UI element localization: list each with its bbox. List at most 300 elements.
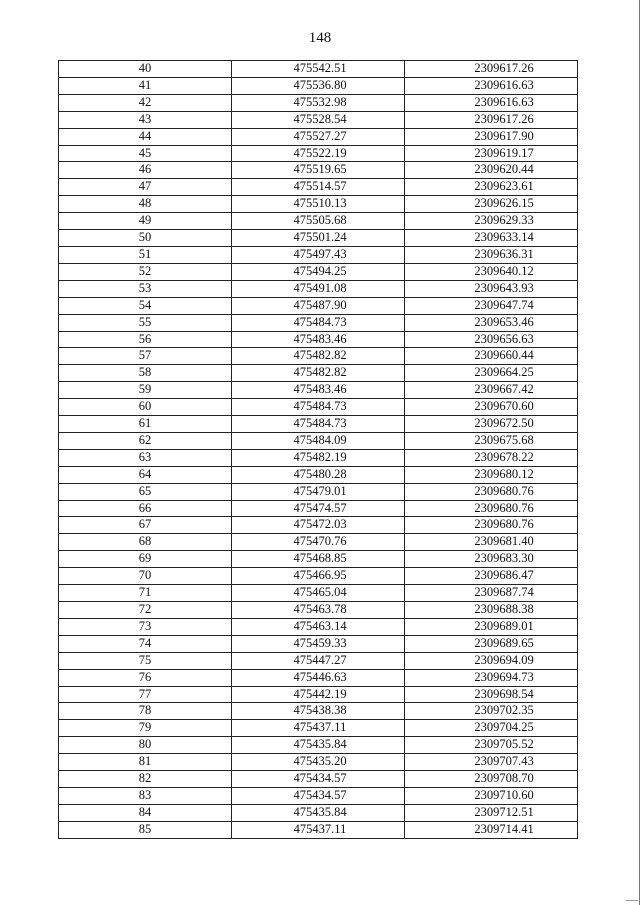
y-coordinate-value: 2309620.44 [474,162,534,177]
x-coordinate-value: 475442.19 [293,686,347,701]
x-coordinate-value: 475480.28 [293,466,347,481]
x-coordinate-cell [232,618,405,635]
point-number-value: 47 [138,179,152,194]
table-row [59,618,578,635]
y-coordinate-value: 2309617.26 [474,61,534,75]
point-number-value: 70 [138,568,152,583]
table-row [59,314,578,331]
point-number-cell [59,297,232,314]
table-row [59,94,578,111]
point-number-cell [59,635,232,652]
y-coordinate-cell [405,348,578,365]
table-row [59,821,578,838]
x-coordinate-cell [232,399,405,416]
y-coordinate-cell [405,568,578,585]
y-coordinate-cell [405,771,578,788]
point-number-cell [59,111,232,128]
x-coordinate-cell [232,111,405,128]
table-row [59,686,578,703]
y-coordinate-value: 2309617.26 [474,111,534,126]
x-coordinate-value: 475479.01 [293,483,347,498]
point-number-cell [59,145,232,162]
point-number-cell [59,754,232,771]
table-row [59,737,578,754]
x-coordinate-value: 475542.51 [293,61,347,75]
x-coordinate-cell [232,517,405,534]
table-row [59,399,578,416]
table-row [59,382,578,399]
point-number-value: 54 [138,297,152,312]
point-number-cell [59,771,232,788]
point-number-value: 82 [138,771,152,786]
point-number-cell [59,246,232,263]
x-coordinate-value: 475484.73 [293,314,347,329]
y-coordinate-cell [405,652,578,669]
table-row [59,230,578,247]
y-coordinate-value: 2309686.47 [474,568,534,583]
point-number-cell [59,280,232,297]
table-row [59,466,578,483]
point-number-cell [59,466,232,483]
point-number-value: 81 [138,754,152,769]
y-coordinate-value: 2309633.14 [474,230,534,245]
y-coordinate-value: 2309689.01 [474,618,534,633]
table-row [59,804,578,821]
table-row [59,196,578,213]
point-number-cell [59,179,232,196]
x-coordinate-cell [232,602,405,619]
y-coordinate-cell [405,416,578,433]
x-coordinate-value: 475435.20 [293,754,347,769]
table-row [59,500,578,517]
point-number-value: 45 [138,145,152,160]
x-coordinate-value: 475536.80 [293,77,347,92]
x-coordinate-value: 475514.57 [293,179,347,194]
y-coordinate-value: 2309683.30 [474,551,534,566]
y-coordinate-cell [405,111,578,128]
y-coordinate-value: 2309653.46 [474,314,534,329]
point-number-cell [59,737,232,754]
x-coordinate-value: 475466.95 [293,568,347,583]
table-row [59,280,578,297]
point-number-value: 41 [138,77,152,92]
x-coordinate-value: 475438.38 [293,703,347,718]
point-number-value: 49 [138,213,152,228]
point-number-cell [59,331,232,348]
table-row [59,61,578,78]
table-row [59,771,578,788]
table-row [59,483,578,500]
x-coordinate-cell [232,230,405,247]
table-row [59,263,578,280]
x-coordinate-value: 475434.57 [293,771,347,786]
point-number-cell [59,162,232,179]
y-coordinate-cell [405,179,578,196]
point-number-cell [59,230,232,247]
x-coordinate-cell [232,754,405,771]
y-coordinate-cell [405,703,578,720]
x-coordinate-value: 475532.98 [293,94,347,109]
point-number-cell [59,483,232,500]
point-number-cell [59,365,232,382]
x-coordinate-value: 475482.19 [293,449,347,464]
y-coordinate-value: 2309636.31 [474,246,534,261]
point-number-value: 80 [138,737,152,752]
point-number-value: 40 [138,61,152,75]
page-corner-mark [626,900,638,901]
x-coordinate-cell [232,348,405,365]
y-coordinate-cell [405,720,578,737]
table-row [59,449,578,466]
x-coordinate-value: 475435.84 [293,737,347,752]
x-coordinate-cell [232,821,405,838]
x-coordinate-cell [232,196,405,213]
y-coordinate-cell [405,804,578,821]
point-number-value: 73 [138,618,152,633]
y-coordinate-cell [405,821,578,838]
point-number-cell [59,500,232,517]
point-number-value: 61 [138,416,152,431]
x-coordinate-cell [232,128,405,145]
x-coordinate-value: 475484.73 [293,399,347,414]
y-coordinate-value: 2309698.54 [474,686,534,701]
y-coordinate-cell [405,466,578,483]
x-coordinate-cell [232,280,405,297]
point-number-value: 63 [138,449,152,464]
x-coordinate-value: 475465.04 [293,585,347,600]
y-coordinate-cell [405,314,578,331]
page-number: 148 [308,30,332,46]
y-coordinate-value: 2309670.60 [474,399,534,414]
x-coordinate-cell [232,297,405,314]
x-coordinate-value: 475437.11 [293,720,347,735]
point-number-value: 78 [138,703,152,718]
x-coordinate-value: 475522.19 [293,145,347,160]
x-coordinate-value: 475446.63 [293,669,347,684]
coordinates-table-body [59,61,578,839]
y-coordinate-value: 2309660.44 [474,348,534,363]
point-number-value: 59 [138,382,152,397]
x-coordinate-cell [232,703,405,720]
x-coordinate-cell [232,365,405,382]
point-number-cell [59,652,232,669]
coordinates-table [58,60,578,839]
table-row [59,145,578,162]
table-row [59,720,578,737]
y-coordinate-value: 2309643.93 [474,280,534,295]
x-coordinate-value: 475463.78 [293,602,347,616]
point-number-value: 75 [138,652,152,667]
y-coordinate-cell [405,618,578,635]
x-coordinate-value: 475494.25 [293,263,347,278]
x-coordinate-cell [232,534,405,551]
table-row [59,77,578,94]
point-number-value: 68 [138,534,152,549]
y-coordinate-cell [405,382,578,399]
y-coordinate-cell [405,602,578,619]
x-coordinate-value: 475528.54 [293,111,347,126]
y-coordinate-cell [405,449,578,466]
table-row [59,162,578,179]
table-row [59,787,578,804]
y-coordinate-value: 2309708.70 [474,771,534,786]
x-coordinate-cell [232,483,405,500]
x-coordinate-cell [232,416,405,433]
point-number-cell [59,585,232,602]
x-coordinate-cell [232,551,405,568]
x-coordinate-cell [232,449,405,466]
x-coordinate-value: 475527.27 [293,128,347,143]
y-coordinate-cell [405,365,578,382]
point-number-cell [59,432,232,449]
x-coordinate-cell [232,162,405,179]
table-row [59,652,578,669]
point-number-value: 42 [138,94,152,109]
table-row [59,602,578,619]
y-coordinate-value: 2309694.09 [474,652,534,667]
table-row [59,517,578,534]
y-coordinate-cell [405,263,578,280]
point-number-value: 77 [138,686,152,701]
x-coordinate-cell [232,94,405,111]
point-number-value: 48 [138,196,152,211]
point-number-value: 51 [138,246,152,261]
table-row [59,179,578,196]
y-coordinate-cell [405,500,578,517]
point-number-value: 58 [138,365,152,380]
point-number-value: 56 [138,331,152,346]
table-row [59,331,578,348]
point-number-cell [59,821,232,838]
table-row [59,246,578,263]
point-number-value: 72 [138,602,152,616]
x-coordinate-cell [232,179,405,196]
y-coordinate-value: 2309707.43 [474,754,534,769]
y-coordinate-cell [405,635,578,652]
y-coordinate-cell [405,585,578,602]
y-coordinate-value: 2309680.76 [474,517,534,532]
table-row [59,551,578,568]
table-row [59,585,578,602]
y-coordinate-value: 2309616.63 [474,77,534,92]
point-number-value: 76 [138,669,152,684]
y-coordinate-value: 2309616.63 [474,94,534,109]
x-coordinate-cell [232,382,405,399]
y-coordinate-cell [405,686,578,703]
point-number-cell [59,449,232,466]
y-coordinate-cell [405,196,578,213]
table-row [59,669,578,686]
x-coordinate-cell [232,737,405,754]
y-coordinate-value: 2309664.25 [474,365,534,380]
x-coordinate-value: 475497.43 [293,246,347,261]
x-coordinate-value: 475434.57 [293,787,347,802]
point-number-value: 67 [138,517,152,532]
y-coordinate-value: 2309702.35 [474,703,534,718]
point-number-cell [59,94,232,111]
point-number-value: 55 [138,314,152,329]
point-number-cell [59,602,232,619]
x-coordinate-cell [232,585,405,602]
y-coordinate-cell [405,517,578,534]
table-row [59,297,578,314]
y-coordinate-cell [405,483,578,500]
x-coordinate-cell [232,61,405,78]
point-number-cell [59,804,232,821]
x-coordinate-value: 475482.82 [293,348,347,363]
x-coordinate-cell [232,686,405,703]
point-number-cell [59,263,232,280]
point-number-value: 65 [138,483,152,498]
y-coordinate-value: 2309675.68 [474,432,534,447]
x-coordinate-cell [232,720,405,737]
x-coordinate-cell [232,466,405,483]
y-coordinate-value: 2309680.12 [474,466,534,481]
x-coordinate-cell [232,787,405,804]
y-coordinate-value: 2309704.25 [474,720,534,735]
point-number-cell [59,686,232,703]
point-number-cell [59,213,232,230]
point-number-value: 53 [138,280,152,295]
point-number-cell [59,669,232,686]
point-number-value: 84 [138,804,152,819]
table-row [59,128,578,145]
point-number-cell [59,517,232,534]
point-number-value: 74 [138,635,152,650]
x-coordinate-cell [232,263,405,280]
x-coordinate-value: 475468.85 [293,551,347,566]
point-number-value: 44 [138,128,152,143]
y-coordinate-value: 2309617.90 [474,128,534,143]
y-coordinate-cell [405,230,578,247]
point-number-cell [59,618,232,635]
point-number-value: 85 [138,821,152,836]
y-coordinate-value: 2309629.33 [474,213,534,228]
x-coordinate-value: 475519.65 [293,162,347,177]
y-coordinate-value: 2309712.51 [474,804,534,819]
x-coordinate-value: 475510.13 [293,196,347,211]
point-number-cell [59,77,232,94]
y-coordinate-cell [405,145,578,162]
table-row [59,348,578,365]
table-row [59,635,578,652]
y-coordinate-cell [405,399,578,416]
x-coordinate-value: 475483.46 [293,331,347,346]
y-coordinate-cell [405,213,578,230]
y-coordinate-value: 2309689.65 [474,635,534,650]
table-row [59,534,578,551]
x-coordinate-cell [232,771,405,788]
y-coordinate-cell [405,246,578,263]
x-coordinate-value: 475484.09 [293,432,347,447]
point-number-cell [59,703,232,720]
point-number-value: 83 [138,787,152,802]
y-coordinate-cell [405,787,578,804]
point-number-value: 46 [138,162,152,177]
y-coordinate-cell [405,94,578,111]
y-coordinate-value: 2309681.40 [474,534,534,549]
x-coordinate-cell [232,314,405,331]
x-coordinate-cell [232,635,405,652]
y-coordinate-value: 2309672.50 [474,416,534,431]
y-coordinate-cell [405,280,578,297]
x-coordinate-cell [232,652,405,669]
x-coordinate-value: 475483.46 [293,382,347,397]
y-coordinate-value: 2309710.60 [474,787,534,802]
y-coordinate-cell [405,551,578,568]
point-number-value: 43 [138,111,152,126]
point-number-cell [59,128,232,145]
point-number-cell [59,720,232,737]
x-coordinate-value: 475482.82 [293,365,347,380]
table-row [59,432,578,449]
x-coordinate-value: 475501.24 [293,230,347,245]
x-coordinate-cell [232,432,405,449]
x-coordinate-value: 475435.84 [293,804,347,819]
point-number-cell [59,196,232,213]
x-coordinate-value: 475472.03 [293,517,347,532]
x-coordinate-cell [232,246,405,263]
y-coordinate-value: 2309680.76 [474,483,534,498]
point-number-value: 64 [138,466,152,481]
table-row [59,703,578,720]
y-coordinate-cell [405,77,578,94]
table-row [59,754,578,771]
point-number-value: 69 [138,551,152,566]
point-number-cell [59,348,232,365]
y-coordinate-cell [405,61,578,78]
x-coordinate-value: 475447.27 [293,652,347,667]
point-number-value: 66 [138,500,152,515]
point-number-cell [59,399,232,416]
y-coordinate-value: 2309647.74 [474,297,534,312]
point-number-cell [59,382,232,399]
point-number-value: 62 [138,432,152,447]
x-coordinate-value: 475505.68 [293,213,347,228]
x-coordinate-value: 475474.57 [293,500,347,515]
x-coordinate-value: 475463.14 [293,618,347,633]
point-number-cell [59,568,232,585]
y-coordinate-cell [405,331,578,348]
point-number-cell [59,61,232,78]
y-coordinate-value: 2309678.22 [474,449,534,464]
y-coordinate-value: 2309714.41 [474,821,534,836]
point-number-value: 52 [138,263,152,278]
point-number-cell [59,787,232,804]
point-number-cell [59,416,232,433]
x-coordinate-value: 475491.08 [293,280,347,295]
x-coordinate-cell [232,77,405,94]
point-number-cell [59,551,232,568]
point-number-value: 79 [138,720,152,735]
y-coordinate-value: 2309656.63 [474,331,534,346]
point-number-value: 50 [138,230,152,245]
y-coordinate-cell [405,128,578,145]
y-coordinate-value: 2309680.76 [474,500,534,515]
x-coordinate-cell [232,804,405,821]
y-coordinate-cell [405,432,578,449]
x-coordinate-cell [232,145,405,162]
point-number-value: 71 [138,585,152,600]
y-coordinate-cell [405,669,578,686]
table-row [59,111,578,128]
point-number-cell [59,534,232,551]
x-coordinate-value: 475437.11 [293,821,347,836]
y-coordinate-value: 2309687.74 [474,585,534,600]
point-number-value: 57 [138,348,152,363]
y-coordinate-value: 2309623.61 [474,179,534,194]
x-coordinate-value: 475484.73 [293,416,347,431]
